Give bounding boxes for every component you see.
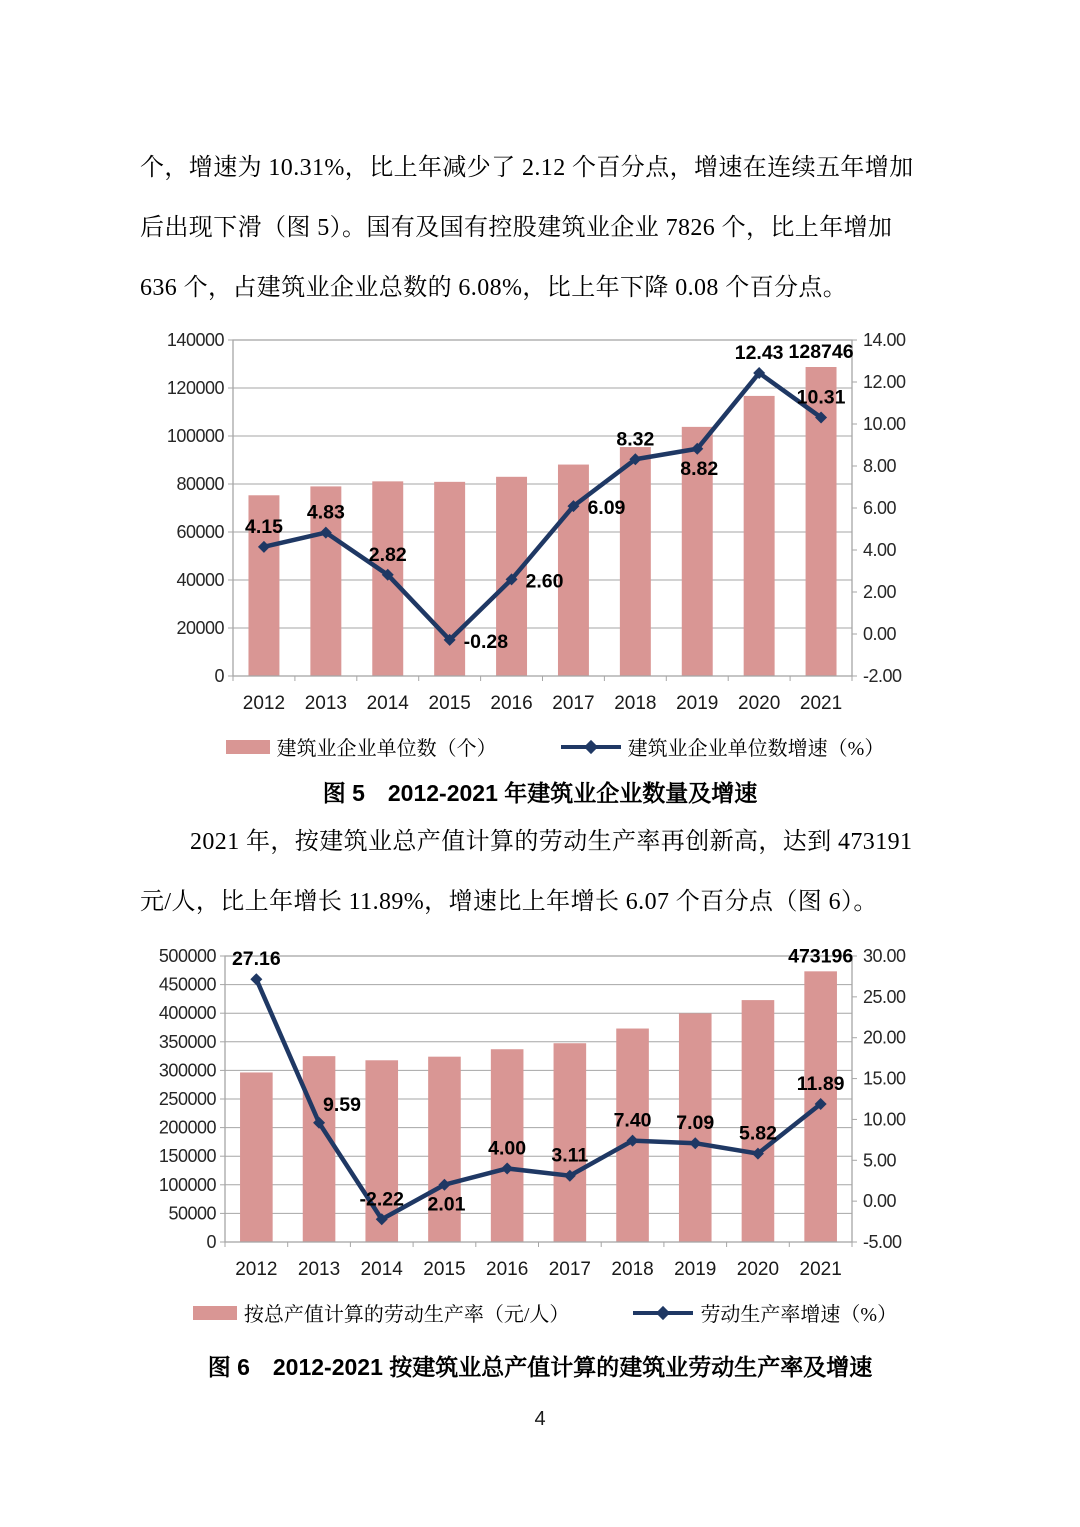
chart-text: 128746 [788, 341, 854, 364]
chart-text: 0 [206, 1232, 216, 1252]
chart-text: 5.82 [738, 1122, 777, 1145]
chart-text: 150000 [158, 1146, 216, 1167]
chart-text: 10.00 [863, 1109, 906, 1130]
chart-text: 120000 [166, 378, 224, 398]
chart-text: 20000 [176, 618, 224, 638]
figure-6 [130, 942, 960, 1327]
chart-text: 2018 [614, 693, 657, 714]
chart-text: 100000 [158, 1174, 216, 1195]
chart-text: 2012 [235, 1259, 278, 1280]
chart-text: 80000 [176, 474, 224, 494]
chart-text: 12.43 [734, 341, 784, 364]
chart-text: 0.00 [863, 624, 897, 644]
chart-text: 250000 [158, 1089, 216, 1109]
chart-text: 2021 [799, 1259, 842, 1280]
text-line: 个，增速为 10.31%，比上年减少了 2.12 个百分点，增速在连续五年增加 [140, 155, 914, 181]
chart-text: 2014 [366, 693, 409, 714]
chart-text: 2015 [423, 1259, 466, 1280]
bar [303, 1056, 336, 1242]
page-number: 4 [534, 1408, 546, 1430]
figure-6-legend [130, 1298, 960, 1327]
chart-text: 473196 [788, 945, 854, 968]
chart-text: 2.00 [863, 582, 897, 602]
chart-text: 2019 [676, 693, 719, 714]
chart-text: 6.09 [587, 497, 626, 520]
legend-label: 按总产值计算的劳动生产率（元/人） [243, 1304, 570, 1326]
body-paragraph-2 [140, 812, 940, 932]
chart-text: 15.00 [863, 1068, 906, 1089]
chart-text: -0.28 [463, 630, 509, 653]
chart-text: 140000 [166, 330, 224, 350]
legend-item-bar [226, 732, 497, 761]
figure-6-chart [130, 942, 960, 1292]
figure-5-legend [150, 732, 960, 761]
chart-text: 60000 [176, 522, 224, 542]
chart-text: 40000 [176, 570, 224, 590]
figure-6-caption: 图 6 2012-2021 按建筑业总产值计算的建筑业劳动生产率及增速 [207, 1354, 873, 1380]
chart-text: 500000 [158, 946, 216, 966]
text-line: 2021 年，按建筑业总产值计算的劳动生产率再创新高，达到 473191 [190, 829, 913, 855]
chart-text: 2018 [611, 1259, 654, 1280]
chart-text: 14.00 [863, 330, 906, 350]
line-series-swatch [633, 1306, 693, 1320]
chart-text: 2.60 [525, 570, 564, 593]
figure-5 [150, 326, 960, 761]
legend-label: 建筑业企业单位数增速（%） [627, 738, 885, 760]
chart-text: 2020 [736, 1259, 780, 1280]
chart-text: 2013 [297, 1259, 341, 1280]
chart-text: -2.00 [863, 666, 902, 686]
chart-text: 200000 [158, 1117, 216, 1138]
chart-text: 100000 [166, 426, 224, 446]
bar [620, 447, 651, 676]
figure-5-chart [150, 326, 960, 726]
chart-text: 300000 [158, 1060, 216, 1081]
chart-text: 2013 [304, 693, 347, 714]
bar [434, 482, 465, 676]
chart-text: 2017 [548, 1259, 591, 1280]
figure-5-caption: 图 5 2012-2021 年建筑业企业数量及增速 [322, 780, 758, 806]
chart-text: 12.00 [863, 372, 906, 392]
chart-text: 2016 [490, 693, 533, 714]
chart-text: 3.11 [551, 1144, 589, 1167]
text-line: 元/人，比上年增长 11.89%，增速比上年增长 6.07 个百分点（图 6）。 [140, 889, 878, 915]
chart-text: 2.82 [368, 543, 407, 566]
chart-text: 2020 [738, 693, 781, 714]
chart-text: 2015 [428, 693, 471, 714]
chart-text: 5.00 [863, 1150, 897, 1171]
bar [742, 1000, 775, 1242]
legend-label: 劳动生产率增速（%） [700, 1304, 898, 1326]
line-series-swatch [561, 740, 621, 754]
chart-text: 9.59 [323, 1093, 362, 1116]
chart-text: 27.16 [231, 948, 281, 971]
chart-text: 2.01 [427, 1193, 466, 1216]
text-line: 后出现下滑（图 5）。国有及国有控股建筑业企业 7826 个，比上年增加 [140, 215, 893, 241]
chart-text: 8.82 [680, 457, 719, 480]
text-line: 636 个，占建筑业企业总数的 6.08%，比上年下降 0.08 个百分点。 [140, 275, 848, 301]
legend-label: 建筑业企业单位数（个） [276, 738, 497, 760]
fig6-plot [130, 942, 960, 1287]
chart-text: 10.31 [796, 386, 846, 409]
chart-text: -2.22 [359, 1188, 404, 1211]
legend-item-line [633, 1298, 897, 1327]
chart-text: 2016 [486, 1259, 529, 1280]
chart-text: 7.09 [676, 1112, 715, 1135]
chart-text: 2019 [674, 1259, 717, 1280]
chart-text: 4.00 [488, 1137, 527, 1160]
bar-series-swatch [226, 740, 270, 754]
bar [554, 1043, 587, 1242]
chart-text: 2021 [799, 693, 843, 714]
chart-text: 50000 [168, 1203, 216, 1224]
bar [744, 396, 775, 676]
chart-text: 400000 [158, 1003, 216, 1024]
chart-text: 4.00 [863, 540, 897, 560]
chart-text: 25.00 [863, 986, 906, 1007]
bar [240, 1072, 273, 1242]
chart-text: 2017 [552, 693, 595, 714]
chart-text: 4.15 [244, 515, 283, 538]
chart-text: 10.00 [863, 414, 906, 434]
chart-text: 20.00 [863, 1027, 906, 1048]
bar-series-swatch [193, 1306, 237, 1320]
chart-text: 8.00 [863, 456, 897, 476]
chart-text: 2014 [360, 1259, 403, 1280]
chart-text: 7.40 [613, 1109, 652, 1132]
chart-text: 8.32 [616, 428, 655, 451]
chart-text: 350000 [158, 1031, 216, 1052]
chart-text: 2012 [242, 693, 286, 714]
chart-text: 0.00 [863, 1191, 897, 1212]
fig5-plot [150, 326, 960, 721]
legend-item-line [561, 732, 885, 761]
chart-text: 11.89 [796, 1072, 845, 1095]
chart-text: 6.00 [863, 498, 897, 518]
chart-text: -5.00 [863, 1232, 902, 1252]
body-paragraph-1 [140, 0, 940, 318]
chart-text: 0 [214, 666, 224, 686]
chart-text: 4.83 [306, 501, 345, 524]
chart-text: 30.00 [863, 946, 906, 966]
legend-item-bar [193, 1298, 570, 1327]
chart-text: 450000 [158, 974, 216, 995]
